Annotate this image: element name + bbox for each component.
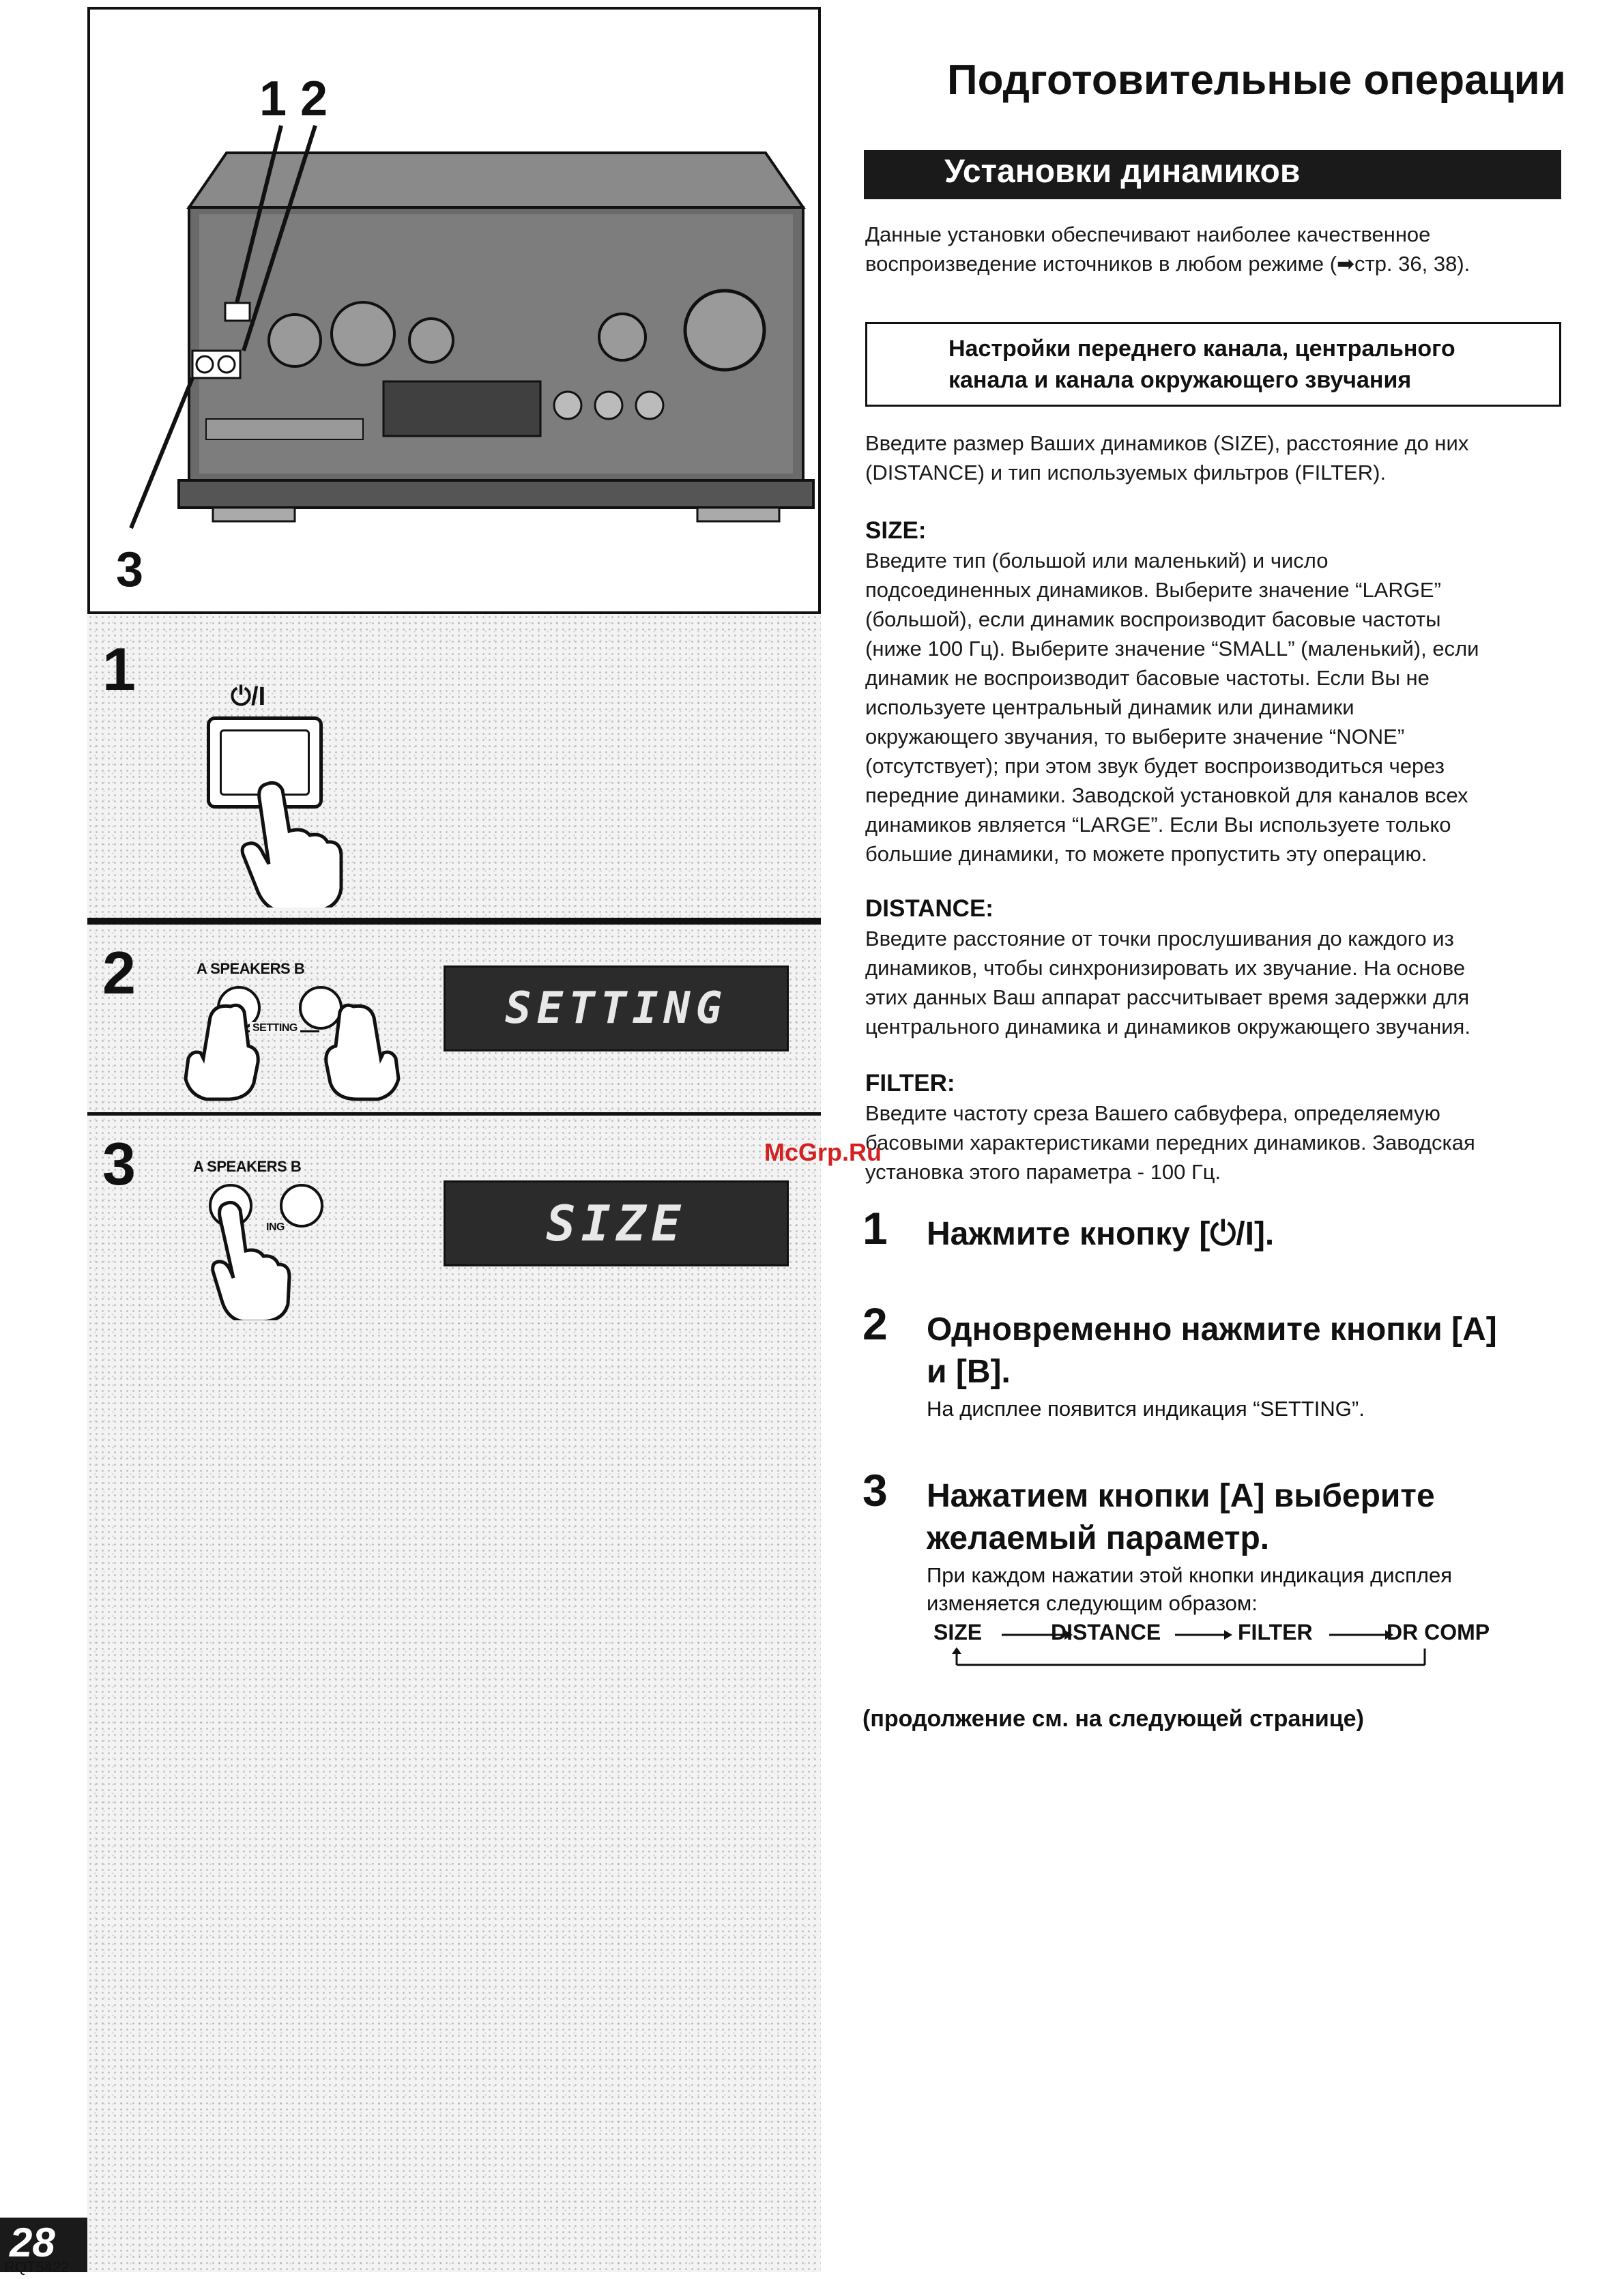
cycle-dr-comp: DR COMP [1387,1620,1490,1644]
size-line: (большой), если динамик воспроизводит басовые частоты [865,607,1441,631]
size-line: (отсутствует); при этом звук будет воспроизводиться через [865,754,1445,778]
distance-line: этих данных Ваш аппарат рассчитывает время задержки для [865,985,1470,1009]
step-2-number: 2 [102,939,136,1006]
filter-paragraph [865,1099,1475,1187]
return-arrow [947,1647,1452,1674]
speakers-label: A SPEAKERS B [197,960,305,977]
box-line: канала и канала окружающего звучания [948,367,1412,393]
distance-line: динамиков, чтобы синхронизировать их звучание. На основе [865,956,1466,980]
distance-heading: DISTANCE: [865,895,994,922]
page-number: 28 [10,2220,55,2265]
instruction-step-3-number: 3 [862,1465,888,1515]
receiver-illustration [90,10,818,611]
cycle-distance: DISTANCE [1051,1620,1161,1644]
section-title: Установки динамиков [944,154,1301,190]
step-note-line: изменяется следующим образом: [927,1591,1258,1615]
step-heading-line: и [B]. [927,1354,1011,1390]
intro-line: Данные установки обеспечивают наиболее качественное [865,222,1431,246]
step-note-line: На дисплее появится индикация “SETTING”. [927,1397,1365,1421]
filter-line: басовыми характеристиками передних динамиков. Заводская [865,1131,1475,1155]
pressing-hand-icon [203,1197,292,1320]
step-3-panel [87,1116,821,1389]
instruction-step-2-note [927,1395,1365,1423]
display-setting: SETTING [444,966,789,1051]
size-line: большие динамики, то можете пропустить эту операцию. [865,842,1427,866]
intro-paragraph [865,220,1470,278]
step-2-panel [87,921,821,1116]
power-button-mark [225,303,250,321]
speakers-label-step3: A SPEAKERS B [193,1158,302,1175]
distance-line: Введите расстояние от точки прослушивания до каждого из [865,927,1454,950]
size-line: динамик не воспроизводит басовые частоты. Если Вы не [865,666,1430,690]
size-line: окружающего звучания, то выберите значение “NONE” [865,725,1405,749]
step-3-number: 3 [102,1130,136,1197]
step-heading-line: Нажатием кнопки [A] выберите [927,1478,1435,1514]
display-size: SIZE [444,1180,789,1266]
cycle-filter: FILTER [1238,1620,1313,1644]
filter-line: Введите частоту среза Вашего сабвуфера, определяемую [865,1101,1440,1125]
size-line: передние динамики. Заводской установкой для каналов всех [865,783,1468,807]
callout-3: 3 [116,542,144,597]
size-intro-line: (DISTANCE) и тип используемых фильтров (FILTER). [865,461,1387,484]
step-heading-line: Одновременно нажмите кнопки [A] [927,1311,1497,1348]
box-line: Настройки переднего канала, центрального [948,336,1455,362]
filter-heading: FILTER: [865,1070,955,1097]
step-heading-line: Нажмите кнопку [⏻/I]. [927,1216,1275,1252]
setting-label-step3: ING [266,1221,285,1233]
intro-line: воспроизведение источников в любом режиме (➡стр. 36, 38). [865,252,1470,276]
arrow-right-icon [1326,1628,1395,1642]
size-paragraph [865,546,1479,869]
size-line: динамиков является “LARGE”. Если Вы используете только [865,813,1451,837]
right-hand-icon [319,1000,408,1102]
instruction-step-2-heading [927,1309,1497,1393]
pointing-hand-icon [237,778,347,908]
size-line: подсоединенных динамиков. Выберите значение “LARGE” [865,578,1441,602]
arrow-right-icon [1172,1628,1234,1642]
instruction-step-1-heading [927,1213,1274,1255]
instruction-step-3-heading [927,1475,1435,1560]
filter-line: установка этого параметра - 100 Гц. [865,1160,1221,1184]
step-1-number: 1 [102,635,136,703]
document-code: RQT5422 [4,2259,70,2276]
left-hand-icon [176,1000,265,1102]
callout-1-2: 1 2 [259,72,328,126]
size-heading: SIZE: [865,517,927,544]
power-button-label: ⏻/I [231,682,266,711]
size-line: Введите тип (большой или маленький) и число [865,549,1329,572]
parameter-cycle [933,1620,1520,1674]
setting-label: SETTING [250,1022,300,1034]
size-intro-paragraph [865,429,1468,487]
instruction-step-2-number: 2 [862,1298,888,1349]
channel-settings-heading [948,333,1455,396]
size-line: используете центральный динамик или динамики [865,695,1354,719]
step-note-line: При каждом нажатии этой кнопки индикация дисплея [927,1563,1452,1587]
step-heading-line: желаемый параметр. [927,1520,1270,1556]
receiver-figure [87,7,821,614]
size-intro-line: Введите размер Ваших динамиков (SIZE), расстояние до них [865,431,1469,455]
instruction-step-3-note [927,1561,1452,1617]
continued-note: (продолжение см. на следующей странице) [862,1706,1364,1732]
step-1-panel [87,614,821,921]
distance-paragraph [865,924,1470,1041]
instruction-step-1-number: 1 [862,1203,888,1253]
size-line: (ниже 100 Гц). Выберите значение “SMALL” (маленький), если [865,637,1479,661]
cycle-size: SIZE [933,1620,983,1644]
watermark: McGrp.Ru [764,1138,882,1166]
page-title: Подготовительные операции [947,57,1566,104]
distance-line: центрального динамика и динамиков окружающего звучания. [865,1015,1470,1039]
